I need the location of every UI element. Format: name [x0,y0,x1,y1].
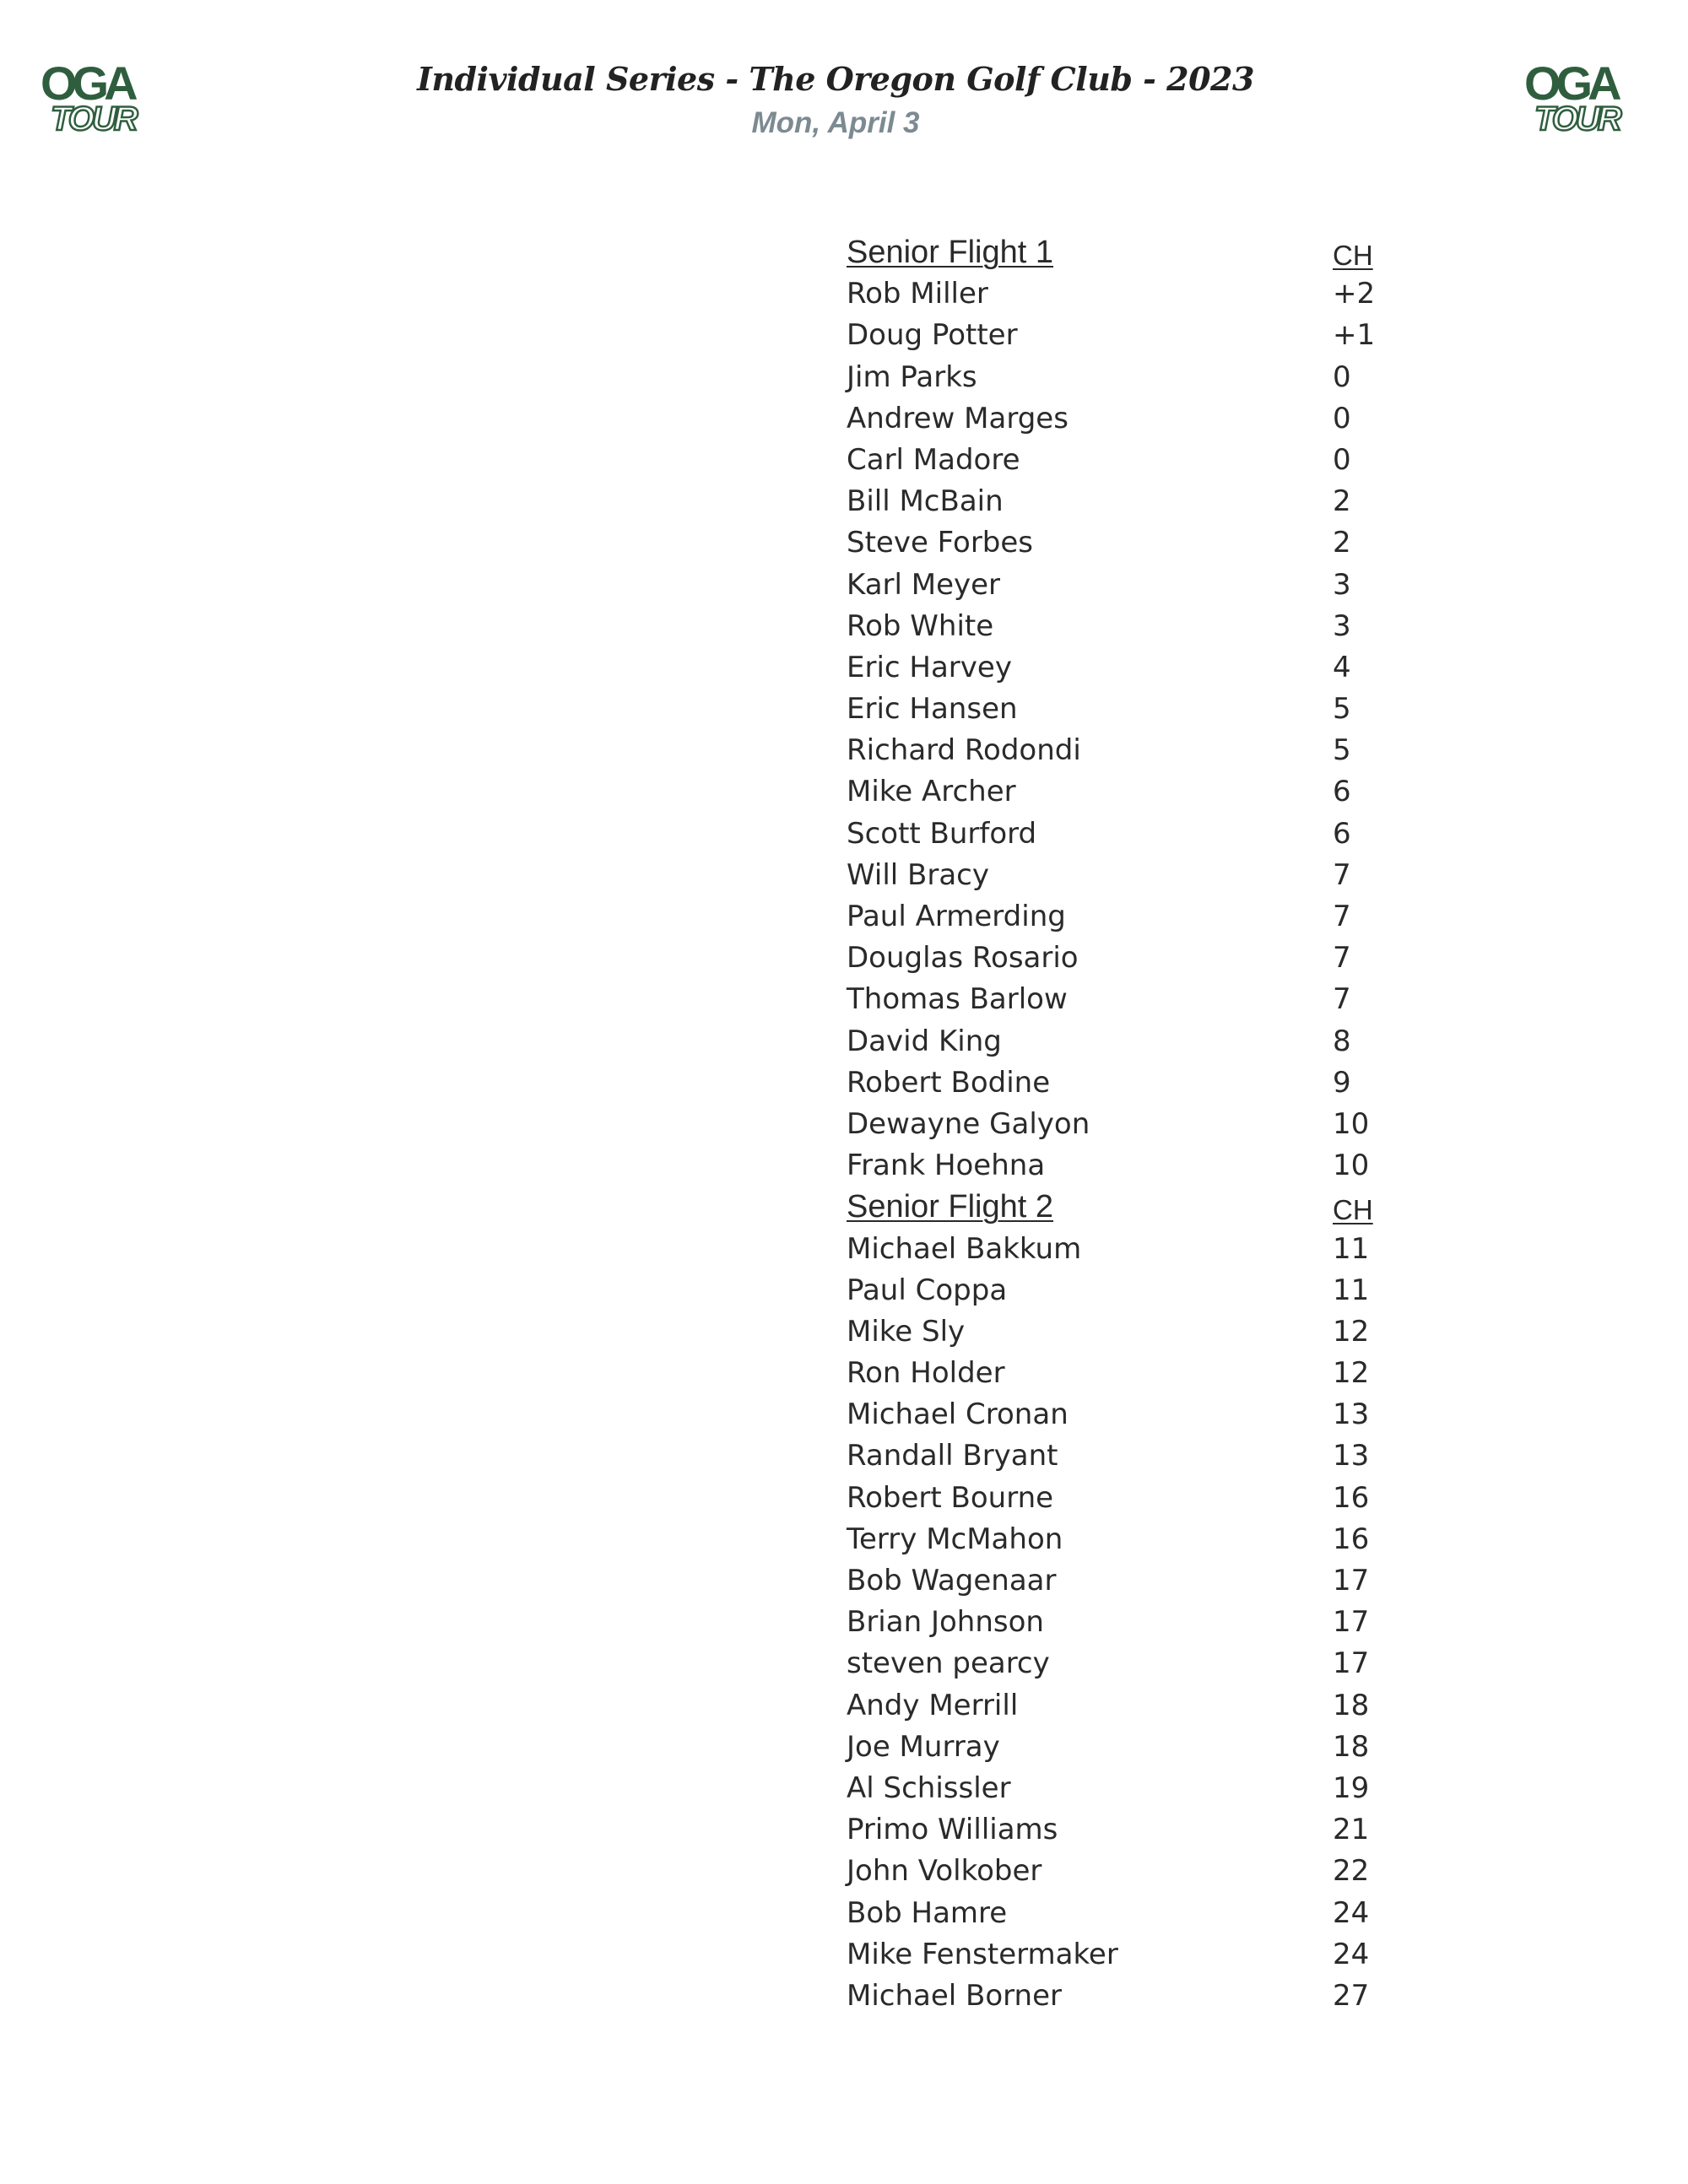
player-name: Jim Parks [847,359,977,394]
ch-column-header: CH [1333,1194,1373,1226]
player-row [847,1270,1437,1311]
player-name: Ron Holder [847,1356,1005,1391]
player-name: Mike Archer [847,775,1016,809]
player-course-handicap: 7 [1333,857,1351,892]
player-name: Primo Williams [847,1813,1058,1847]
player-name: Andrew Marges [847,401,1069,435]
player-course-handicap: 5 [1333,733,1351,768]
player-name: Joe Murray [847,1729,1000,1764]
player-course-handicap: 12 [1333,1356,1370,1391]
player-course-handicap: 6 [1333,775,1351,809]
player-course-handicap: 4 [1333,650,1351,684]
player-name: Michael Bakkum [847,1231,1082,1266]
logo-oga-text: OGA [41,57,133,110]
player-name: Brian Johnson [847,1605,1044,1640]
player-course-handicap: 17 [1333,1564,1370,1597]
player-row [847,1478,1437,1519]
player-course-handicap: 2 [1333,526,1351,560]
player-course-handicap: 16 [1333,1522,1370,1556]
player-row [847,1727,1437,1768]
player-row [847,1809,1437,1851]
player-row [847,1435,1437,1477]
player-row [847,647,1437,689]
ch-column-header: CH [1333,240,1373,271]
player-name: Andy Merrill [847,1688,1019,1722]
player-name: Steve Forbes [847,526,1034,560]
player-course-handicap: 3 [1333,567,1351,602]
player-name: Carl Madore [847,442,1020,477]
player-name: steven pearcy [847,1646,1050,1681]
player-name: Michael Borner [847,1978,1062,2013]
player-course-handicap: 24 [1333,1895,1370,1930]
player-name: Richard Rodondi [847,733,1081,768]
player-name: Michael Cronan [847,1397,1069,1432]
player-row [847,315,1437,356]
player-course-handicap: +1 [1333,318,1376,353]
player-row [847,979,1437,1020]
player-name: Robert Bodine [847,1065,1051,1100]
player-name: Frank Hoehna [847,1149,1046,1183]
player-row [847,896,1437,938]
player-row [847,814,1437,855]
player-course-handicap: 16 [1333,1480,1370,1515]
player-row [847,1976,1437,2017]
player-course-handicap: 13 [1333,1397,1370,1432]
player-course-handicap: 17 [1333,1605,1370,1640]
player-name: Rob Miller [847,277,988,311]
flight-header [847,1187,1437,1228]
player-row [847,1229,1437,1270]
player-name: Eric Harvey [847,650,1012,684]
oga-tour-logo-icon [35,56,162,140]
player-row [847,1104,1437,1145]
player-row [847,1893,1437,1934]
player-name: Randall Bryant [847,1439,1058,1473]
player-name: David King [847,1024,1002,1058]
player-row [847,273,1437,315]
player-row [847,1560,1437,1602]
player-course-handicap: 10 [1333,1106,1370,1141]
player-course-handicap: 22 [1333,1854,1370,1889]
player-row [847,1353,1437,1394]
document-title: Individual Series - The Oregon Golf Club - 2023 [417,60,1254,98]
player-row [847,689,1437,730]
player-course-handicap: 8 [1333,1024,1351,1058]
player-name: Doug Potter [847,318,1018,353]
flight-header [847,232,1437,273]
player-name: Bill McBain [847,484,1004,519]
player-course-handicap: 0 [1333,442,1351,477]
player-course-handicap: 18 [1333,1688,1370,1722]
player-name: Paul Armerding [847,900,1066,933]
logo-tour-text: TOUR [51,100,136,138]
player-course-handicap: 11 [1333,1231,1370,1266]
flight-title: Senior Flight 2 [847,1189,1054,1225]
flight-roster [847,232,1437,2017]
player-row [847,1311,1437,1353]
player-course-handicap: +2 [1333,277,1376,311]
player-name: Terry McMahon [847,1522,1063,1556]
document-date: Mon, April 3 [751,106,920,139]
player-course-handicap: 12 [1333,1314,1370,1349]
player-course-handicap: 0 [1333,401,1351,435]
player-row [847,771,1437,813]
player-name: Al Schissler [847,1770,1011,1805]
oga-tour-logo-icon [1519,56,1646,140]
oga-tour-logo-right [1519,56,1646,140]
player-course-handicap: 5 [1333,692,1351,727]
player-row [847,1394,1437,1435]
player-course-handicap: 11 [1333,1273,1370,1307]
player-name: Bob Wagenaar [847,1564,1057,1597]
player-course-handicap: 24 [1333,1937,1370,1971]
player-course-handicap: 19 [1333,1770,1370,1805]
player-row [847,1768,1437,1809]
player-name: John Volkober [847,1854,1042,1889]
player-name: Mike Fenstermaker [847,1937,1118,1971]
player-name: Paul Coppa [847,1273,1008,1307]
player-course-handicap: 6 [1333,816,1351,851]
player-course-handicap: 0 [1333,359,1351,394]
player-name: Eric Hansen [847,692,1018,727]
player-row [847,1602,1437,1643]
player-course-handicap: 7 [1333,941,1351,976]
player-row [847,938,1437,979]
player-row [847,440,1437,481]
player-course-handicap: 7 [1333,900,1351,933]
document-header [338,56,1334,143]
player-name: Robert Bourne [847,1480,1054,1515]
logo-oga-text: OGA [1524,57,1617,110]
oga-tour-logo-left [35,56,162,140]
player-row [847,565,1437,606]
player-course-handicap: 9 [1333,1065,1351,1100]
player-name: Thomas Barlow [847,982,1068,1017]
player-row [847,1851,1437,1892]
player-course-handicap: 3 [1333,608,1351,643]
player-course-handicap: 10 [1333,1149,1370,1183]
player-row [847,398,1437,440]
player-row [847,1021,1437,1062]
player-row [847,1685,1437,1727]
player-course-handicap: 21 [1333,1813,1370,1847]
player-course-handicap: 17 [1333,1646,1370,1681]
player-row [847,1145,1437,1187]
player-name: Rob White [847,608,994,643]
player-row [847,1519,1437,1560]
player-row [847,481,1437,522]
player-row [847,522,1437,564]
logo-tour-text: TOUR [1534,100,1620,138]
flight-title: Senior Flight 1 [847,235,1054,270]
player-course-handicap: 13 [1333,1439,1370,1473]
player-course-handicap: 7 [1333,982,1351,1017]
player-row [847,606,1437,647]
player-row [847,1643,1437,1684]
player-name: Bob Hamre [847,1895,1008,1930]
player-name: Douglas Rosario [847,941,1079,976]
player-row [847,1934,1437,1976]
player-name: Dewayne Galyon [847,1106,1090,1141]
player-name: Mike Sly [847,1314,966,1349]
player-row [847,357,1437,398]
player-row [847,730,1437,771]
player-course-handicap: 18 [1333,1729,1370,1764]
player-row [847,1062,1437,1104]
player-course-handicap: 2 [1333,484,1351,519]
player-name: Scott Burford [847,816,1037,851]
player-row [847,855,1437,896]
player-name: Karl Meyer [847,567,1001,602]
player-course-handicap: 27 [1333,1978,1370,2013]
player-name: Will Bracy [847,857,989,892]
